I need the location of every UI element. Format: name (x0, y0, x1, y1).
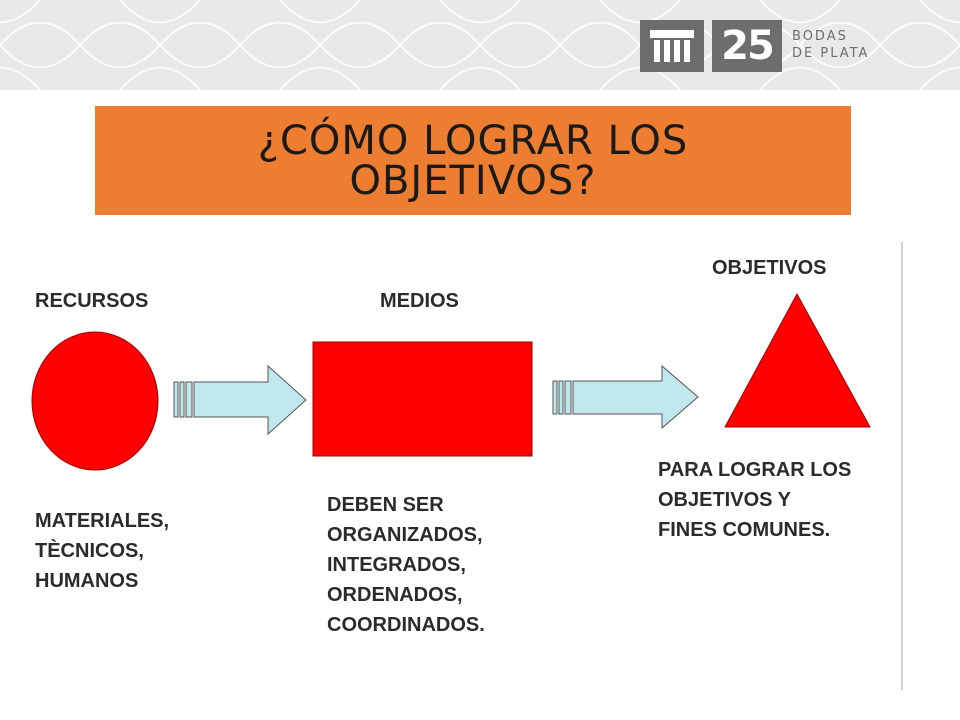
objetivos-label: OBJETIVOS (712, 257, 827, 279)
recursos-line-3: HUMANOS (35, 570, 139, 592)
objetivos-line-1: PARA LOGRAR LOS (658, 459, 852, 481)
recursos-circle (32, 332, 158, 470)
medios-rectangle (313, 342, 532, 456)
medios-line-4: ORDENADOS, (327, 584, 463, 606)
recursos-description (35, 506, 169, 596)
objetivos-triangle (725, 294, 870, 427)
logo-anniversary-number: 25 (712, 20, 782, 72)
medios-line-3: INTEGRADOS, (327, 554, 466, 576)
medios-line-1: DEBEN SER (327, 494, 444, 516)
medios-description (327, 490, 485, 640)
arrow-recursos-to-medios (174, 366, 306, 434)
logo-line-1: BODAS (792, 29, 848, 44)
objetivos-line-3: FINES COMUNES. (658, 519, 831, 541)
objetivos-description (658, 455, 851, 545)
recursos-label: RECURSOS (35, 290, 149, 312)
medios-label: MEDIOS (380, 290, 459, 312)
arrow-medios-to-objetivos (553, 366, 698, 428)
objetivos-line-2: OBJETIVOS Y (658, 489, 792, 511)
medios-line-5: COORDINADOS. (327, 614, 485, 636)
recursos-line-2: TÈCNICOS, (35, 540, 144, 562)
logo-line-2: DE PLATA (792, 46, 870, 61)
slide-title: ¿CÓMO LOGRAR LOS OBJETIVOS? (257, 117, 689, 204)
recursos-line-1: MATERIALES, (35, 510, 170, 532)
medios-line-2: ORGANIZADOS, (327, 524, 483, 546)
